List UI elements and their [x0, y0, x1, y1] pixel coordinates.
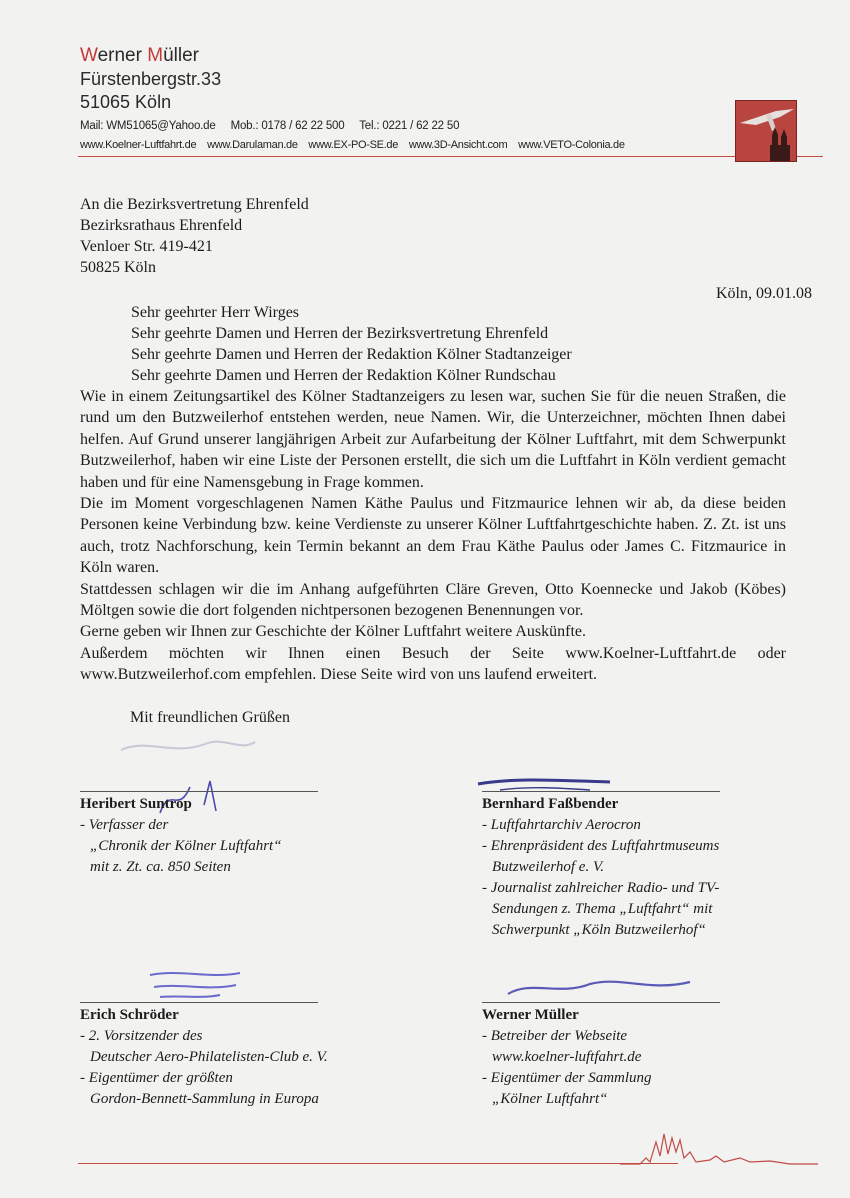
cathedral-plane-logo-icon — [735, 100, 797, 162]
signature-scribble — [140, 965, 250, 1005]
body-paragraph: Gerne geben wir Ihnen zur Geschichte der Kölner Luftfahrt weitere Auskünfte. — [80, 623, 587, 641]
signatory-role: Butzweilerhof e. V. — [492, 859, 604, 875]
body-paragraph: Die im Moment vorgeschlagenen Namen Käthe Paulus und Fitzmaurice lehnen wir ab, da diese beiden Personen keine Verbindung bzw. keine Verdienste zu unserer Kölner Luftfahrtgeschichte haben. Z. Zt. ist uns auch, trotz Nachforschung, kein Termin bekannt an dem Frau Käthe Paulus oder James C. Fitzmaurice in Köln waren. — [80, 495, 786, 577]
cologne-skyline-icon — [620, 1128, 820, 1172]
signature-scribble — [500, 970, 700, 1005]
letter-date: Köln, 09.01.08 — [716, 285, 812, 302]
signatory-role: Gordon-Bennett-Sammlung in Europa — [90, 1091, 319, 1107]
signature-line — [80, 1002, 318, 1003]
salutation-line: Sehr geehrter Herr Wirges — [131, 304, 300, 321]
header-divider — [78, 156, 823, 157]
sender-first-rest: erner — [97, 45, 148, 66]
signatory-name: Heribert Suntrop — [80, 796, 192, 812]
sender-street: Fürstenbergstr.33 — [80, 69, 222, 89]
signature-scribble — [115, 722, 265, 762]
sender-phone: Tel.: 0221 / 62 22 50 — [359, 120, 460, 132]
salutation-line: Sehr geehrte Damen und Herren der Redaktion Kölner Rundschau — [131, 367, 556, 384]
signatory-role: - Journalist zahlreicher Radio- und TV- — [482, 880, 720, 896]
signatory-role: „Chronik der Kölner Luftfahrt“ — [90, 838, 282, 854]
signatory-role: - Ehrenpräsident des Luftfahrtmuseums — [482, 838, 720, 854]
signatory-role: - Verfasser der — [80, 817, 169, 833]
website-link[interactable]: www.Koelner-Luftfahrt.de — [80, 139, 197, 151]
sender-city: 51065 Köln — [80, 92, 172, 112]
recipient-line: 50825 Köln — [80, 259, 156, 276]
body-paragraph: Außerdem möchten wir Ihnen einen Besuch der Seite www.Koelner-Luftfahrt.de oder www.Butzweilerhof.com empfehlen. Diese Seite wird von uns laufend erweitert. — [80, 644, 786, 684]
footer-divider — [78, 1163, 678, 1164]
signatory-role: - Luftfahrtarchiv Aerocron — [482, 817, 641, 833]
signatory-role: mit z. Zt. ca. 850 Seiten — [90, 859, 231, 875]
signatory-mueller — [482, 1002, 652, 1110]
signatory-role: Deutscher Aero-Philatelisten-Club e. V. — [90, 1049, 328, 1065]
signatory-role: - 2. Vorsitzender des — [80, 1028, 203, 1044]
signatory-role: - Betreiber der Webseite — [482, 1028, 628, 1044]
sender-last-rest: üller — [163, 45, 199, 66]
letter-body — [80, 386, 786, 686]
website-link[interactable]: www.VETO-Colonia.de — [518, 139, 625, 151]
letterhead — [80, 44, 633, 153]
sender-mail[interactable]: Mail: WM51065@Yahoo.de — [80, 120, 216, 132]
closing-phrase: Mit freundlichen Grüßen — [130, 709, 290, 726]
body-paragraph: Stattdessen schlagen wir die im Anhang aufgeführten Cläre Greven, Otto Koennecke und Jakob (Köbes) Möltgen sowie die dort folgenden nichtpersonen bezogenen Benennungen vor. — [80, 580, 786, 620]
website-link[interactable]: www.3D-Ansicht.com — [408, 139, 508, 151]
salutations — [131, 302, 572, 386]
signatory-name: Erich Schröder — [80, 1007, 179, 1023]
signatory-suntrop — [80, 791, 282, 878]
signatory-name: Bernhard Faßbender — [482, 796, 619, 812]
signatory-role: - Eigentümer der Sammlung — [482, 1070, 652, 1086]
signatory-fassbender — [482, 791, 719, 941]
signature-line — [80, 791, 318, 792]
recipient-line: Venloer Str. 419-421 — [80, 238, 213, 255]
signatory-role[interactable]: www.koelner-luftfahrt.de — [492, 1049, 642, 1065]
signature-line — [482, 1002, 720, 1003]
signatory-name: Werner Müller — [482, 1007, 579, 1023]
body-paragraph: Wie in einem Zeitungsartikel des Kölner Stadtanzeigers zu lesen war, suchen Sie für die neuen Straßen, die rund um den Butzweilerhof entstehen werden, neue Namen. Wir, die Unterzeichner, möchten Ihnen dabei helfen. Auf Grund unserer langjährigen Arbeit zur Aufarbeitung der Kölner Luftfahrt, mit dem Schwerpunkt Butzweilerhof, haben wir eine Liste der Personen erstellt, die sich um die Luftfahrt in Köln verdient gemacht haben und für eine Namensgebung in Frage kommen. — [80, 388, 786, 491]
sender-name — [80, 44, 633, 68]
signatory-role: Sendungen z. Thema „Luftfahrt“ mit — [492, 901, 713, 917]
sender-contacts — [80, 118, 633, 134]
signatory-role: „Kölner Luftfahrt“ — [492, 1091, 608, 1107]
website-link[interactable]: www.EX-PO-SE.de — [308, 139, 399, 151]
signatory-role: - Eigentümer der größten — [80, 1070, 233, 1086]
sender-first-initial: W — [80, 45, 98, 66]
signature-line — [482, 791, 720, 792]
signatory-schroeder — [80, 1002, 328, 1110]
salutation-line: Sehr geehrte Damen und Herren der Redaktion Kölner Stadtanzeiger — [131, 346, 572, 363]
salutation-line: Sehr geehrte Damen und Herren der Bezirksvertretung Ehrenfeld — [131, 325, 549, 342]
recipient-address — [80, 194, 309, 278]
sender-last-initial: M — [147, 45, 164, 66]
recipient-line: Bezirksrathaus Ehrenfeld — [80, 217, 243, 234]
website-link[interactable]: www.Darulaman.de — [207, 139, 298, 151]
recipient-line: An die Bezirksvertretung Ehrenfeld — [80, 196, 309, 213]
sender-mobile: Mob.: 0178 / 62 22 500 — [230, 120, 345, 132]
sender-websites — [80, 138, 633, 153]
signatory-role: Schwerpunkt „Köln Butzweilerhof“ — [492, 922, 706, 938]
